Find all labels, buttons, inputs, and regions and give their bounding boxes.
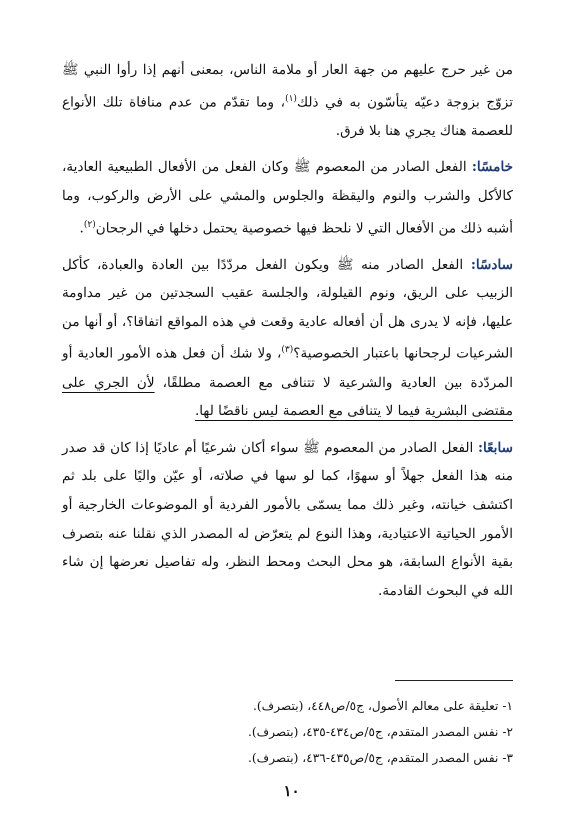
paragraph-intro [62, 56, 513, 145]
paragraph-text: الفعل الصادر من المعصوم ﷺ وكان الفعل من الأفعال الطبيعية العادية، كالأكل والشرب والنوم واليقظة والجلوس والمشي على الأرض والركوب، وما أشبه ذلك من الأفعال التي لا نلحظ فيها خصوصية يحتمل دخلها في الرجحان [62, 159, 513, 237]
paragraph-sixth [62, 251, 513, 426]
footnote-divider [395, 680, 513, 681]
footnote-ref: (٢) [83, 219, 96, 230]
paragraph-text: ، وما تقدّم من عدم منافاة تلك الأنواع للعصمة هناك يجري هنا بلا فرق. [62, 94, 513, 139]
section-lead: خامسًا: [471, 159, 513, 176]
paragraph-text: الفعل الصادر منه ﷺ ويكون الفعل مردّدًا بين العادة والعبادة، كأكل الزبيب على الريق، ونوم القيلولة، والجلسة عقيب السجدتين من غير مداومة عليها، فإنه لا يدرى هل أن أفعاله عادية وقعت في هذه المواقع اتفاقا؟، أو أنها من الشرعيات لرجحانها باعتبار الخصوصية؟ [62, 256, 513, 362]
body-text [62, 56, 513, 605]
footnote-ref: (١) [285, 93, 297, 104]
paragraph-text: الفعل الصادر من المعصوم ﷺ سواء أكان شرعيًا أم عاديًا إذا كان قد صدر منه هذا الفعل جهلاً أو سهوًا، كما لو سها في صلاته، أو عيّن واليًا على بلد ثم اكتشف خيانته، وغير ذلك مما يسمّى بالأمور الفردية أو الموضوعات الخارجية أو الأمور الحياتية الاعتيادية، وهذا النوع لم يتعرّض له المصدر الذي نقلنا عنه بتصرف بقية الأنواع السابقة، هو محل البحث ومحط النظر، وله تفاصيل نعرضها إن شاء الله في البحوث القادمة. [62, 439, 513, 599]
paragraph-text: ، ولا شك أن فعل هذه الأمور العادية أو المردّدة بين العادية والشرعية لا تتنافى مع العصمة مطلقًا، [62, 345, 513, 391]
paragraph-seventh [62, 434, 513, 606]
footnote-2: ٢- نفس المصدر المتقدم، ج٥/ص٤٣٤-٤٣٥، (بتصرف). [248, 725, 513, 739]
footnote-3: ٣- نفس المصدر المتقدم، ج٥/ص٤٣٥-٤٣٦، (بتصرف). [248, 751, 513, 765]
underlined-text: لأن الجري على مقتضى البشرية فيما لا يتنافى مع العصمة ليس ناقضًا لها. [62, 374, 513, 420]
section-lead: سابعًا: [477, 439, 513, 456]
paragraph-fifth [62, 153, 513, 242]
paragraph-text: . [79, 220, 84, 237]
footnotes [62, 693, 513, 771]
page-number: ١٠ [283, 782, 300, 800]
footnote-ref: (٣) [281, 345, 294, 356]
paragraph-text: من غير حرج عليهم من جهة العار أو ملامة الناس، بمعنى أنهم إذا رأوا النبي ﷺ تزوّج بزوجة دعيّه يتأسّون به في ذلك [62, 62, 513, 111]
footnote-1: ١- تعليقة على معالم الأصول، ج٥/ص٤٤٨، (بتصرف). [252, 699, 513, 713]
section-lead: سادسًا: [470, 256, 513, 273]
